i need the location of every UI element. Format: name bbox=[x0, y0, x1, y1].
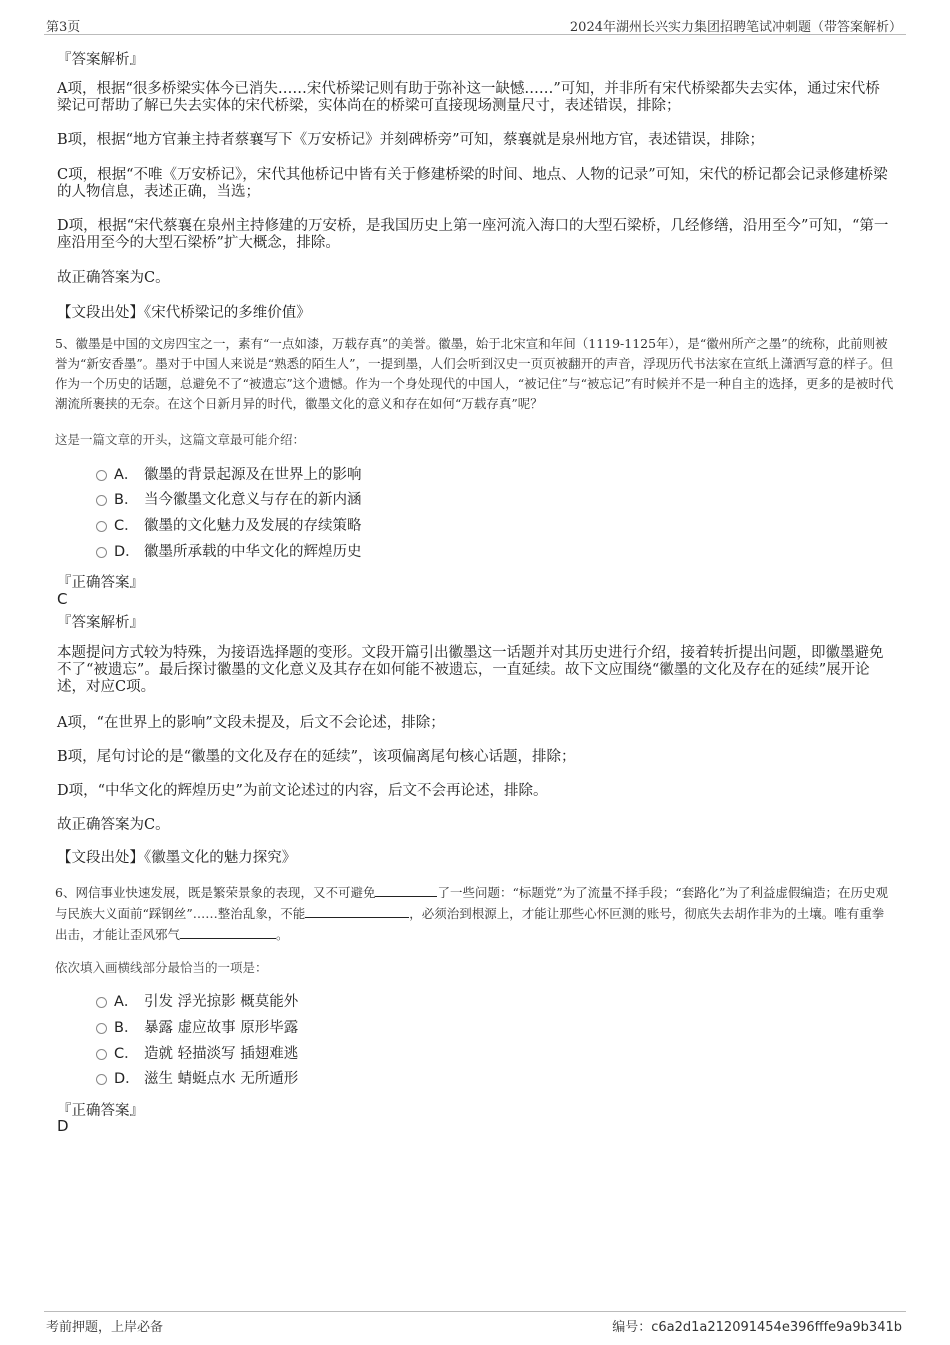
q5-analysis-b: B项，尾句讨论的是“徽墨的文化及存在的延续”，该项偏离尾句核心话题，排除； bbox=[57, 749, 576, 765]
q5-analysis: 本题提问方式较为特殊，为接语选择题的变形。文段开篇引出徽墨这一话题并对其历史进行介绍，接着转折提出问题，即徽墨避免不了“被遗忘”。最后探讨徽墨的文化意义及其存在如何能不被遗忘，一直延续。故下文应围绕“徽墨的文化及存在的延续”展开论述，对应C项。 bbox=[57, 645, 884, 695]
document-code bbox=[612, 1316, 902, 1335]
q6-stem-part-1: 6、网信事业快速发展，既是繁荣景象的表现，又不可避免 bbox=[55, 885, 376, 900]
q6-blank-2 bbox=[305, 903, 409, 918]
page-number: 第3页 bbox=[46, 20, 81, 35]
page-footer bbox=[44, 1311, 906, 1334]
q6-stem-part-4: 。 bbox=[276, 927, 289, 942]
q4-analysis-b: B项，根据“地方官兼主持者蔡襄写下《万安桥记》并刻碑桥旁”可知，蔡襄就是泉州地方官，表述错误，排除； bbox=[57, 132, 764, 148]
option-letter: D． bbox=[114, 1071, 140, 1087]
option-letter: A． bbox=[114, 994, 139, 1010]
q4-source: 【文段出处】《宋代桥梁记的多维价值》 bbox=[57, 305, 311, 321]
option-text: 当今徽墨文化意义与存在的新内涵 bbox=[144, 492, 362, 508]
option-text: 徽墨的文化魅力及发展的存续策略 bbox=[144, 518, 362, 534]
footer-note: 考前押题，上岸必备 bbox=[46, 1320, 164, 1335]
radio-button-icon[interactable] bbox=[96, 1074, 107, 1085]
document-code-value: c6a2d1a212091454e396fffe9a9b341b bbox=[651, 1320, 902, 1335]
option-letter: D． bbox=[114, 544, 140, 560]
q6-blank-1 bbox=[375, 882, 437, 897]
radio-button-icon[interactable] bbox=[96, 547, 107, 558]
radio-button-icon[interactable] bbox=[96, 521, 107, 532]
q6-answer: D bbox=[57, 1117, 69, 1135]
radio-button-icon[interactable] bbox=[96, 470, 107, 481]
q4-analysis-c: C项，根据“不唯《万安桥记》，宋代其他桥记中皆有关于修建桥梁的时间、地点、人物的记录”可知，宋代的桥记都会记录修建桥梁的人物信息，表述正确，当选； bbox=[57, 167, 888, 200]
option-text: 引发 浮光掠影 概莫能外 bbox=[144, 994, 299, 1010]
q6-stem-part-3: ，必须治到根源上，才能让那些心怀叵测的账号，彻底失去胡作非为的土壤。唯有重拳出击，才能让歪风邪气 bbox=[55, 906, 885, 942]
q5-source: 【文段出处】《徽墨文化的魅力探究》 bbox=[57, 850, 297, 866]
q4-analysis-d: D项，根据“宋代蔡襄在泉州主持修建的万安桥，是我国历史上第一座河流入海口的大型石梁桥，几经修缮，沿用至今”可知，“第一座沿用至今的大型石梁桥”扩大概念，排除。 bbox=[57, 218, 889, 251]
q6-answer-label: 『正确答案』 bbox=[57, 1103, 144, 1119]
q6-prompt: 依次填入画横线部分最恰当的一项是： bbox=[55, 960, 268, 975]
radio-button-icon[interactable] bbox=[96, 1049, 107, 1060]
q5-answer: C bbox=[57, 590, 68, 608]
option-text: 徽墨所承载的中华文化的辉煌历史 bbox=[144, 544, 362, 560]
q5-prompt: 这是一篇文章的开头，这篇文章最可能介绍： bbox=[55, 432, 306, 447]
option-letter: C． bbox=[114, 1046, 139, 1062]
option-text: 造就 轻描淡写 插翅难逃 bbox=[144, 1046, 299, 1062]
option-letter: B． bbox=[114, 1020, 139, 1036]
option-text: 暴露 虚应故事 原形毕露 bbox=[144, 1020, 299, 1036]
q5-analysis-d: D项，“中华文化的辉煌历史”为前文论述过的内容，后文不会再论述，排除。 bbox=[57, 783, 548, 799]
q5-analysis-label: 『答案解析』 bbox=[57, 615, 144, 631]
q5-answer-label: 『正确答案』 bbox=[57, 575, 144, 591]
q4-analysis-a: A项，根据“很多桥梁实体今已消失……宋代桥梁记则有助于弥补这一缺憾……”可知，并非所有宋代桥梁都失去实体，通过宋代桥梁记可帮助了解已失去实体的宋代桥梁，实体尚在的桥梁可直接现场测量尺寸，表述错误，排除； bbox=[57, 81, 880, 114]
option-letter: C． bbox=[114, 518, 139, 534]
document-code-label: 编号： bbox=[612, 1320, 652, 1335]
option-text: 徽墨的背景起源及在世界上的影响 bbox=[144, 467, 362, 483]
document-title: 2024年湖州长兴实力集团招聘笔试冲刺题（带答案解析） bbox=[569, 20, 902, 35]
radio-button-icon[interactable] bbox=[96, 1023, 107, 1034]
q5-stem: 5、徽墨是中国的文房四宝之一，素有“一点如漆，万载存真”的美誉。徽墨，始于北宋宣和年间（1119-1125年），是“徽州所产之墨”的统称，此前则被誉为“新安香墨”。墨对于中国人来说是“熟悉的陌生人”，一提到墨，人们会听到汉史一页页被翻开的声音，浮现历代书法家在宣纸上潇洒写意的样子。但作为一个历史的话题，总避免不了“被遗忘”这个遗憾。作为一个身处现代的中国人，“被记住”与“被忘记”有时候并不是一种自主的选择，更多的是被时代潮流所裹挟的无奈。在这个日新月异的时代，徽墨文化的意义和存在如何“万载存真”呢？ bbox=[55, 336, 894, 411]
q6-blank-3 bbox=[180, 924, 276, 939]
option-letter: B． bbox=[114, 492, 139, 508]
q6-stem-part-2: 了一些问题：“标题党”为了流量不择手段；“套路化”为了利益虚假编造；在历史观与民族大义面前“踩钢丝”……整治乱象，不能 bbox=[55, 885, 889, 921]
q5-analysis-a: A项，“在世界上的影响”文段未提及，后文不会论述，排除； bbox=[57, 715, 445, 731]
q5-conclusion: 故正确答案为C。 bbox=[57, 817, 170, 833]
q4-conclusion: 故正确答案为C。 bbox=[57, 270, 170, 286]
option-text: 滋生 蜻蜓点水 无所遁形 bbox=[144, 1071, 299, 1087]
q6-stem bbox=[55, 882, 895, 945]
q4-analysis-label: 『答案解析』 bbox=[57, 52, 144, 68]
radio-button-icon[interactable] bbox=[96, 997, 107, 1008]
page-header bbox=[44, 14, 906, 35]
option-letter: A． bbox=[114, 467, 139, 483]
radio-button-icon[interactable] bbox=[96, 495, 107, 506]
